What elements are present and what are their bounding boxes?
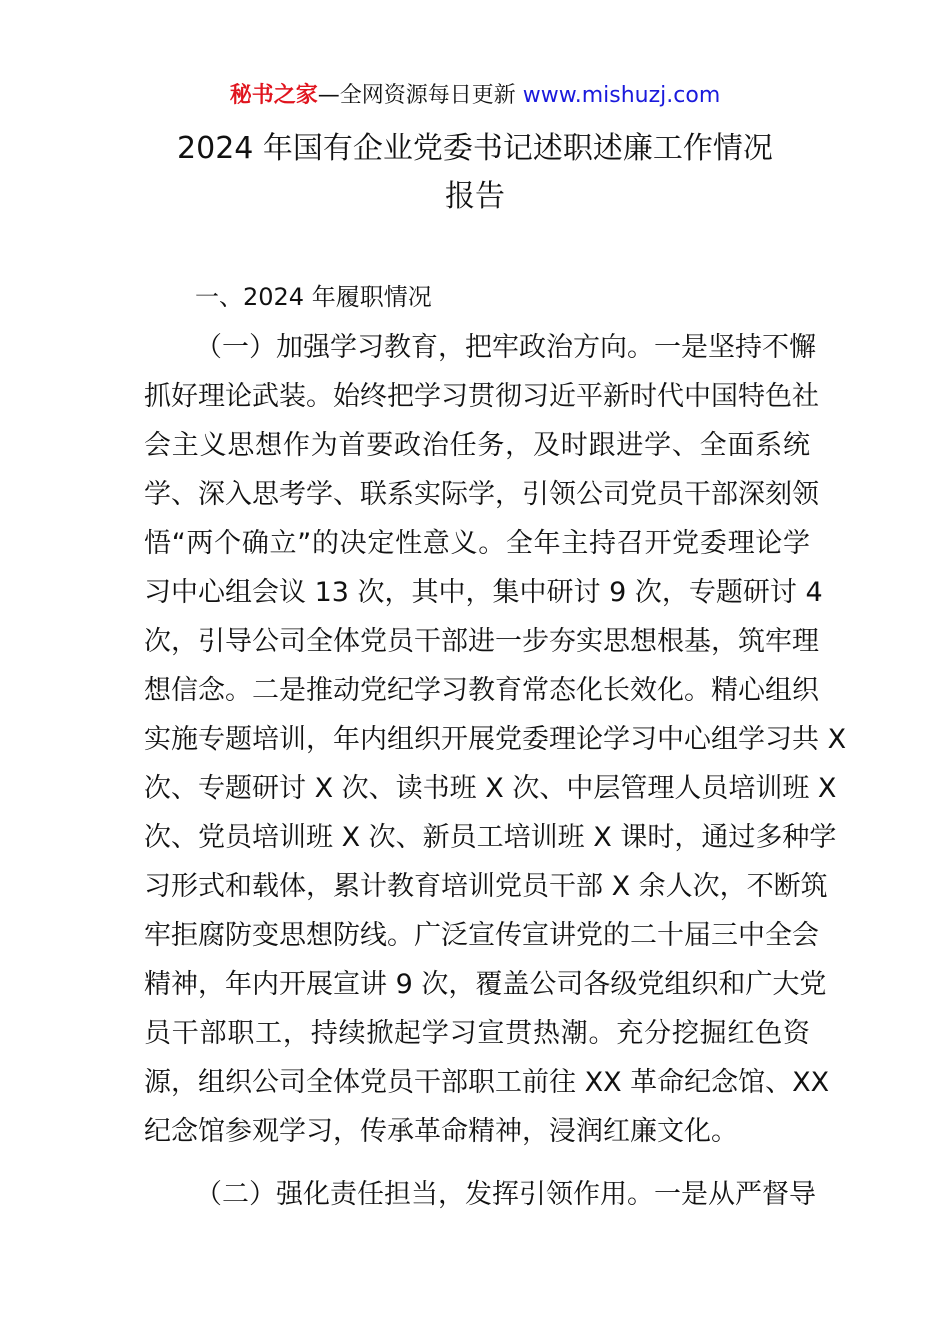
paragraph-line: 抓好理论武装。始终把学习贯彻习近平新时代中国特色社 — [144, 381, 819, 412]
section-heading-1: 一、2024 年履职情况 — [195, 283, 432, 311]
paragraph-line: 会主义思想作为首要政治任务，及时跟进学、全面系统 — [144, 430, 810, 461]
paragraph-line: 学、深入思考学、联系实际学，引领公司党员干部深刻领 — [144, 479, 819, 510]
document-title-line-1: 2024 年国有企业党委书记述职述廉工作情况 — [177, 131, 773, 166]
brand-name: 秘书之家 — [229, 83, 318, 108]
paragraph-line: 牢拒腐防变思想防线。广泛宣传宣讲党的二十届三中全会 — [144, 920, 819, 951]
paragraph-line: 实施专题培训，年内组织开展党委理论学习中心组学习共 X — [144, 724, 847, 755]
paragraph-line: （一）加强学习教育，把牢政治方向。一是坚持不懈 — [195, 332, 816, 363]
paragraph-1 — [144, 323, 847, 1156]
paragraph-line: 次、党员培训班 X 次、新员工培训班 X 课时，通过多种学 — [144, 822, 837, 853]
paragraph-line: 想信念。二是推动党纪学习教育常态化长效化。精心组织 — [144, 675, 819, 706]
paragraph-line: 次、专题研讨 X 次、读书班 X 次、中层管理人员培训班 X — [144, 773, 837, 804]
site-url-link[interactable]: www.mishuzj.com — [522, 83, 721, 108]
paragraph-line: 员干部职工，持续掀起学习宣贯热潮。充分挖掘红色资 — [144, 1018, 810, 1049]
paragraph-line: 纪念馆参观学习，传承革命精神，浸润红廉文化。 — [144, 1116, 738, 1147]
paragraph-line: 次，引导公司全体党员干部进一步夯实思想根基，筑牢理 — [144, 626, 819, 657]
paragraph-line: 习中心组会议 13 次，其中，集中研讨 9 次，专题研讨 4 — [144, 577, 823, 608]
paragraph-2 — [144, 1170, 816, 1219]
paragraph-line: 精神，年内开展宣讲 9 次，覆盖公司各级党组织和广大党 — [144, 969, 827, 1000]
paragraph-line: 悟“两个确立”的决定性意义。全年主持召开党委理论学 — [144, 528, 810, 559]
site-tagline: —全网资源每日更新 — [317, 83, 516, 108]
site-header — [0, 80, 950, 112]
document-title-line-2: 报告 — [445, 179, 505, 214]
paragraph-line: 源，组织公司全体党员干部职工前往 XX 革命纪念馆、XX — [144, 1067, 830, 1098]
paragraph-line: （二）强化责任担当，发挥引领作用。一是从严督导 — [195, 1179, 816, 1210]
paragraph-line: 习形式和载体，累计教育培训党员干部 X 余人次，不断筑 — [144, 871, 828, 902]
